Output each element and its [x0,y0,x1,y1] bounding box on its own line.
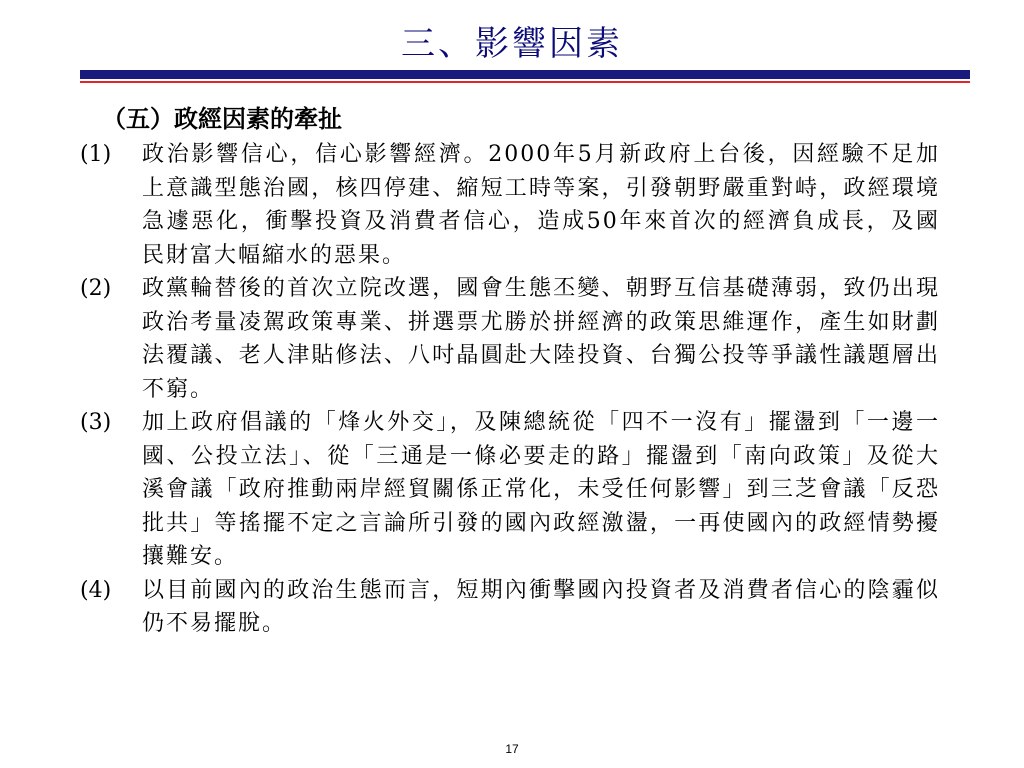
list-item-number: (1) [80,142,112,167]
slide-content [80,100,960,641]
list-item-2 [80,272,940,406]
page-number: 17 [505,742,519,756]
title-divider-thin [80,81,970,83]
list-item-number: (2) [80,276,112,301]
list-item-text: 政黨輪替後的首次立院改選，國會生態丕變、朝野互信基礎薄弱，致仍出現政治考量凌駕政策專業、拼選票尤勝於拼經濟的政策思維運作，產生如財劃法覆議、老人津貼修法、八吋晶圓赴大陸投資、台獨公投等爭議性議題層出不窮。 [142,276,940,402]
list-item-text: 以目前國內的政治生態而言，短期內衝擊國內投資者及消費者信心的陰霾似仍不易擺脫。 [142,577,940,636]
list-item-3 [80,406,940,574]
list-item-number: (4) [80,577,112,603]
list-item-1 [80,138,940,272]
title-divider-thick [80,70,970,79]
list-item-text: 加上政府倡議的「烽火外交」，及陳總統從「四不一沒有」擺盪到「一邊一國、公投立法」、從「三通是一條必要走的路」擺盪到「南向政策」及從大溪會議「政府推動兩岸經貿關係正常化，未受任何影響」到三芝會議「反恐批共」等搖擺不定之言論所引發的國內政經激盪，一再使國內的政經情勢擾攘難安。 [142,410,940,569]
list-item-number: (3) [80,410,112,435]
list-item-4 [80,574,940,641]
list-item-text: 政治影響信心，信心影響經濟。2000年5月新政府上台後，因經驗不足加上意識型態治國，核四停建、縮短工時等案，引發朝野嚴重對峙，政經環境急遽惡化，衝擊投資及消費者信心，造成50年來首次的經濟負成長，及國民財富大幅縮水的惡果。 [142,142,940,268]
slide-title: 三、影響因素 [401,24,623,64]
section-heading: （五）政經因素的牽扯 [102,104,342,133]
